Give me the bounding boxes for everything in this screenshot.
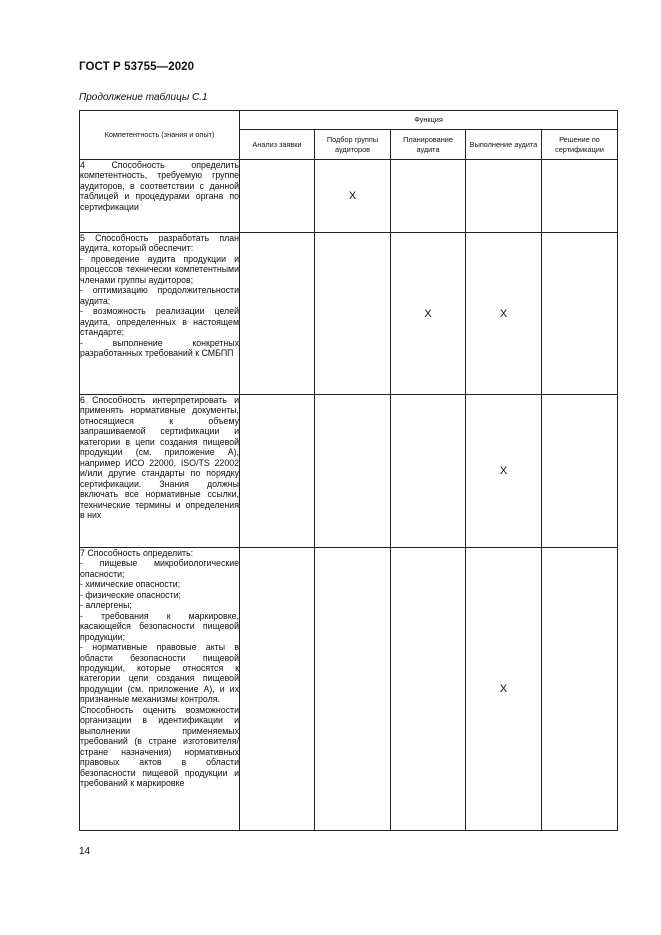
- mark-cell: [315, 395, 391, 548]
- mark-cell: [240, 160, 315, 233]
- competence-cell: [80, 233, 240, 395]
- header-function-2: Подбор группы аудиторов: [315, 130, 391, 160]
- table-caption: Продолжение таблицы С.1: [79, 92, 208, 103]
- competence-text: - химические опасности;: [80, 579, 181, 590]
- mark-cell: [240, 395, 315, 548]
- mark-cell: [466, 160, 542, 233]
- mark-cell: [542, 395, 618, 548]
- mark-cell: [240, 548, 315, 831]
- competence-text: - физические опасности;: [80, 589, 181, 600]
- mark-cell: [315, 233, 391, 395]
- header-function-1: Анализ заявки: [240, 130, 315, 160]
- mark-cell: X: [315, 160, 391, 233]
- mark-cell: [542, 233, 618, 395]
- header-function-4: Выполнение аудита: [466, 130, 542, 160]
- competence-text: 6 Способность интерпретировать и применять нормативные документы, относящиеся к объему запрашиваемой сертификации и категории в цепи создания пищевой продукции (см. приложение А), например ИСО 22000, ISO/TS 22002 и/или другие стандарты по порядку сертификации. Знания должны включать все нормативные ссылки, технические термины и определения в них: [80, 395, 239, 520]
- competence-text: 5 Способность разработать план аудита, который обеспечит:: [80, 233, 239, 254]
- competence-cell: [80, 160, 240, 233]
- mark-cell: [391, 395, 466, 548]
- competence-table: [79, 110, 618, 831]
- competence-text: - проведение аудита продукции и процессов технически компетентными членами группы аудиторов;: [80, 253, 239, 285]
- table-row: [80, 233, 618, 395]
- mark-cell: [542, 548, 618, 831]
- table-row: [80, 395, 618, 548]
- competence-cell: [80, 548, 240, 831]
- mark-cell: X: [466, 395, 542, 548]
- document-code: ГОСТ Р 53755—2020: [79, 61, 195, 73]
- mark-cell: [315, 548, 391, 831]
- mark-cell: X: [466, 548, 542, 831]
- competence-text: - возможность реализации целей аудита, определенных в настоящем стандарте;: [80, 306, 239, 338]
- table-row: [80, 548, 618, 831]
- mark-cell: [542, 160, 618, 233]
- mark-cell: X: [466, 233, 542, 395]
- competence-cell: [80, 395, 240, 548]
- page-number: 14: [79, 846, 91, 857]
- competence-text: - нормативные правовые акты в области безопасности пищевой продукции, которые относятся к категории цепи создания пищевой продукции (см. приложение А), и их признанные механизмы контроля.: [80, 642, 239, 705]
- competence-text: - оптимизацию продолжительности аудита;: [80, 285, 239, 306]
- competence-text: - аллергены;: [80, 600, 132, 611]
- mark-cell: [391, 548, 466, 831]
- competence-text: 4 Способность определить компетентность, требуемую группе аудиторов, в соответствии с данной таблицей и процедурами органа по сертификации: [80, 160, 239, 212]
- competence-text: 7 Способность определить:: [80, 548, 194, 558]
- header-competence: Компетентность (знания и опыт): [80, 111, 240, 160]
- mark-cell: [391, 160, 466, 233]
- mark-cell: X: [391, 233, 466, 395]
- mark-cell: [240, 233, 315, 395]
- header-function-5: Решение по сертификации: [542, 130, 618, 160]
- competence-text: - выполнение конкретных разработанных требований к СМБПП: [80, 337, 239, 358]
- table-row: [80, 160, 618, 233]
- competence-text: - требования к маркировке, касающейся безопасности пищевой продукции;: [80, 610, 239, 642]
- competence-text: - пищевые микробиологические опасности;: [80, 558, 239, 579]
- header-function: Функция: [240, 111, 618, 130]
- header-function-3: Планирование аудита: [391, 130, 466, 160]
- competence-text: Способность оценить возможности организации в идентификации и выполнении применяемых требований (в стране изготовителя/стране назначения) нормативных правовых актов в области безопасности пищевой продукции и требований к маркировке: [80, 704, 239, 788]
